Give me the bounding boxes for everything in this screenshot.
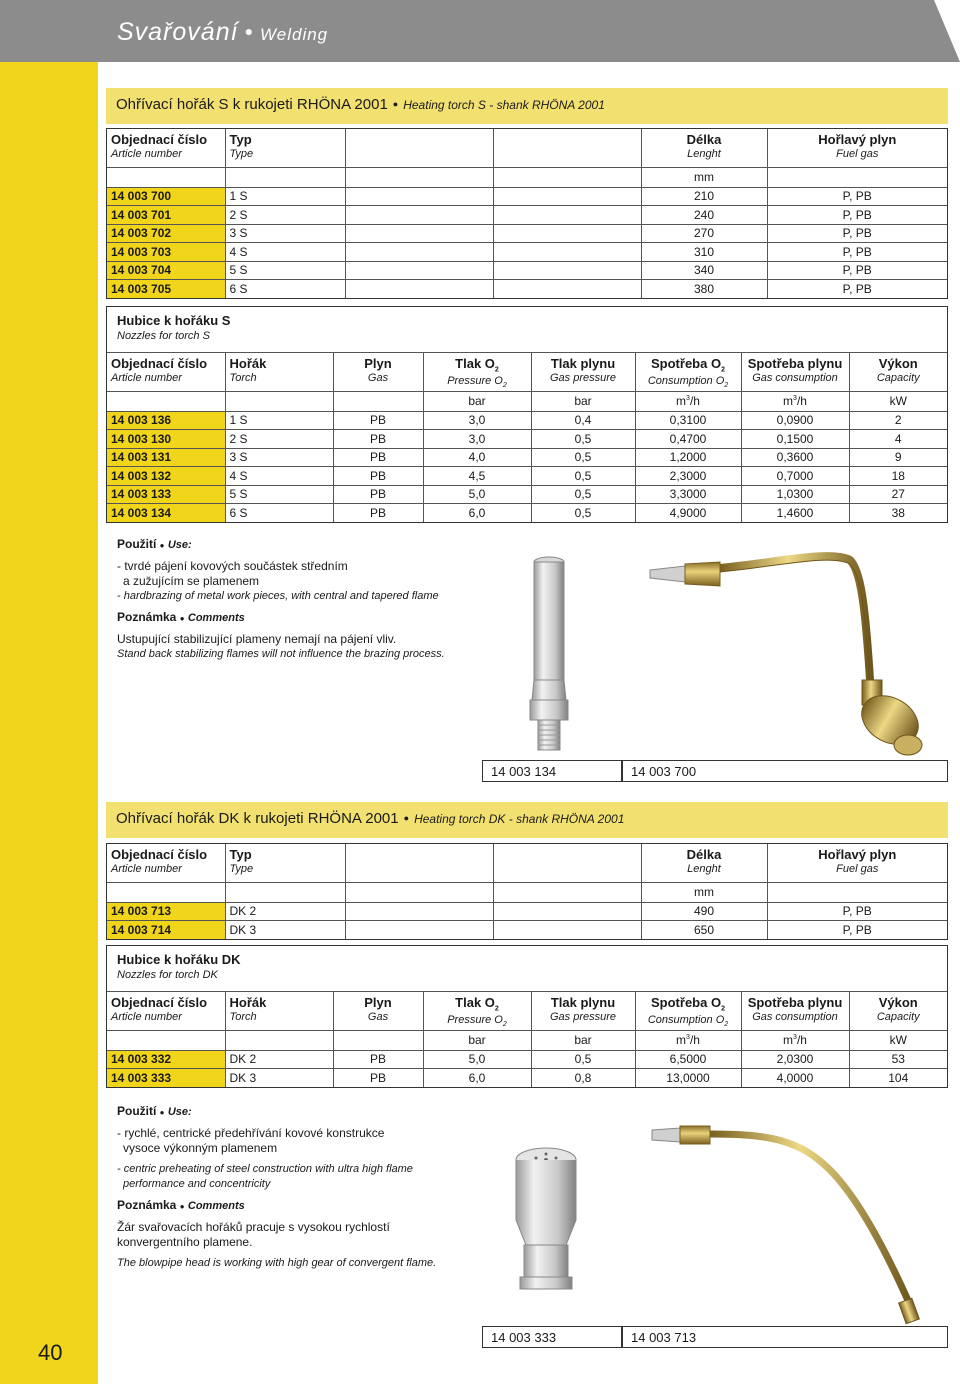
page-title-en: Welding: [260, 25, 329, 44]
comment-text-cz-2: konvergentního plamene.: [117, 1235, 253, 1249]
nozzle-dk-image-icon: [516, 1148, 576, 1289]
col-cgas-header-en: Gas consumption: [752, 1011, 838, 1023]
section2-nozzle-table: [106, 945, 948, 1088]
page-number: 40: [38, 1340, 63, 1365]
section1-title-cz: Ohřívací hořák S k rukojeti RHÖNA 2001: [116, 96, 388, 113]
col-length-header-en: Lenght: [687, 863, 721, 875]
gas-cell: PB: [333, 411, 423, 430]
article-number-cell: 14 003 705: [107, 280, 225, 299]
gas-pressure-cell: 0,5: [531, 467, 635, 486]
section2-nozzle-title: [107, 946, 947, 992]
gas-cell: PB: [333, 504, 423, 523]
col-po2-header: Tlak O: [455, 995, 495, 1010]
article-number-cell: 14 003 131: [107, 448, 225, 467]
left-yellow-stripe: [0, 62, 98, 1384]
length-cell: 490: [641, 902, 767, 921]
type-cell: 2 S: [225, 206, 345, 225]
header-notch: [934, 0, 960, 62]
article-number-cell: 14 003 134: [107, 504, 225, 523]
type-cell: 6 S: [225, 280, 345, 299]
gas-consumption-cell: 4,0000: [741, 1069, 849, 1088]
use-label-en: Use:: [167, 539, 192, 551]
comment-text-cz-1: Žár svařovacích hořáků pracuje s vysokou rychlostí: [117, 1220, 390, 1234]
type-cell: 1 S: [225, 187, 345, 206]
col-article-header-en: Article number: [111, 148, 182, 160]
col-gas-header: Plyn: [364, 995, 392, 1010]
table-row: [107, 206, 947, 225]
unit-kw: kW: [849, 391, 947, 411]
section2-title-en: Heating torch DK - shank RHÖNA 2001: [414, 812, 625, 826]
torch-cell: DK 3: [225, 1069, 333, 1088]
article-number-cell: 14 003 714: [107, 921, 225, 940]
col-gas-header-en: Gas: [367, 372, 389, 384]
gas-pressure-cell: 0,5: [531, 430, 635, 449]
capacity-cell: 4: [849, 430, 947, 449]
section2-header: [106, 802, 948, 838]
col-article-header: Objednací číslo: [111, 995, 208, 1010]
empty-cell: [493, 280, 641, 299]
caption-torch: 14 003 700: [622, 760, 948, 782]
article-number-cell: 14 003 704: [107, 261, 225, 280]
col-cgas-header: Spotřeba plynu: [747, 356, 843, 371]
section1-bullet: ●: [392, 99, 399, 109]
nozzle-title-en: Nozzles for torch DK: [117, 969, 218, 981]
unit-sup: 3: [793, 1034, 797, 1041]
table-row: [107, 224, 947, 243]
torch-cell: 1 S: [225, 411, 333, 430]
fuel-gas-cell: P, PB: [767, 243, 947, 262]
length-cell: 240: [641, 206, 767, 225]
empty-cell: [345, 902, 493, 921]
table-row: [107, 467, 947, 486]
fuel-gas-cell: P, PB: [767, 280, 947, 299]
col-type-header-en: Type: [229, 863, 254, 875]
type-cell: 4 S: [225, 243, 345, 262]
col-length-header: Délka: [686, 132, 722, 147]
col-fuel-header-en: Fuel gas: [836, 148, 879, 160]
col-po2-header-en: Pressure O: [447, 1013, 503, 1026]
gas-cell: PB: [333, 485, 423, 504]
col-torch-header-en: Torch: [229, 1011, 257, 1023]
col-length-header: Délka: [686, 847, 722, 862]
use-text-cz-1: - tvrdé pájení kovových součástek středním: [117, 559, 348, 573]
sub-2: 2: [502, 1020, 507, 1028]
page-title-cz: Svařování: [117, 18, 239, 46]
unit-h: /h: [689, 1033, 700, 1047]
article-number-cell: 14 003 332: [107, 1050, 225, 1069]
empty-cell: [493, 921, 641, 940]
table-row: [107, 485, 947, 504]
col-article-header-en: Article number: [111, 372, 182, 384]
page-title: [117, 18, 328, 47]
torch-image-icon: [650, 556, 927, 755]
article-number-cell: 14 003 130: [107, 430, 225, 449]
gas-consumption-cell: 0,3600: [741, 448, 849, 467]
length-cell: 210: [641, 187, 767, 206]
section1-torch-table: [106, 128, 948, 299]
unit-bar: bar: [531, 391, 635, 411]
section2-product-images: [480, 1110, 950, 1335]
table-row: [107, 504, 947, 523]
empty-cell: [493, 902, 641, 921]
torch-cell: 4 S: [225, 467, 333, 486]
gas-cell: PB: [333, 448, 423, 467]
col-co2-header: Spotřeba O: [651, 356, 722, 371]
unit-m3h: [741, 1030, 849, 1050]
unit-sup: 3: [686, 395, 690, 402]
col-po2-header: Tlak O: [455, 356, 495, 371]
unit-sup: 3: [686, 1034, 690, 1041]
use-text-cz-1: - rychlé, centrické předehřívání kovové konstrukce: [117, 1126, 385, 1140]
section1-nozzle-title: [107, 307, 947, 353]
capacity-cell: 53: [849, 1050, 947, 1069]
table-row: [107, 1069, 947, 1088]
length-cell: 270: [641, 224, 767, 243]
unit-bar: bar: [423, 1030, 531, 1050]
fuel-gas-cell: P, PB: [767, 206, 947, 225]
article-number-cell: 14 003 132: [107, 467, 225, 486]
empty-cell: [493, 243, 641, 262]
pressure-o2-cell: 3,0: [423, 430, 531, 449]
col-cgas-header: Spotřeba plynu: [747, 995, 843, 1010]
table-row: [107, 921, 947, 940]
capacity-cell: 9: [849, 448, 947, 467]
empty-cell: [345, 280, 493, 299]
unit-m3h: [741, 391, 849, 411]
col-cap-header-en: Capacity: [876, 372, 920, 384]
torch-cell: 3 S: [225, 448, 333, 467]
col-pgas-header: Tlak plynu: [550, 356, 616, 371]
section2-use-text: Použití ● Use: - rychlé, centrické předehřívání kovové konstrukce vysoce výkonným plamenem - centric preheating of steel construction with ultra high flame performance and concentricity Poznámka ● Comments Žár svařovacích hořáků pracuje s vysokou rychlostí konvergentního plamene. The blowpipe head is working with high gear of convergent flame.: [117, 1104, 437, 1269]
table-row: [107, 280, 947, 299]
torch-dk-image-icon: [652, 1126, 919, 1324]
nozzle-image-icon: [530, 557, 568, 750]
capacity-cell: 38: [849, 504, 947, 523]
col-torch-header-en: Torch: [229, 372, 257, 384]
use-text-cz-2: a zužujícím se plamenem: [123, 574, 260, 588]
col-fuel-header: Hořlavý plyn: [818, 847, 897, 862]
consumption-o2-cell: 6,5000: [635, 1050, 741, 1069]
torch-cell: 5 S: [225, 485, 333, 504]
gas-consumption-cell: 1,4600: [741, 504, 849, 523]
section1-use-text: Použití ● Use: - tvrdé pájení kovových součástek středním a zužujícím se plamenem - hardbrazing of metal work pieces, with central and tapered flame Poznámka ● Comments Ustupující stabilizující plameny nemají na pájení vliv. Stand back stabilizing flames will not influence the brazing process.: [117, 537, 445, 660]
section1-nozzle-table: [106, 306, 948, 523]
consumption-o2-cell: 0,3100: [635, 411, 741, 430]
empty-cell: [345, 224, 493, 243]
article-number-cell: 14 003 703: [107, 243, 225, 262]
gas-cell: PB: [333, 430, 423, 449]
unit-h: /h: [689, 394, 700, 408]
unit-mm: mm: [641, 167, 767, 187]
unit-bar: bar: [531, 1030, 635, 1050]
unit-h: /h: [796, 1033, 807, 1047]
gas-consumption-cell: 0,7000: [741, 467, 849, 486]
table-row: [107, 1050, 947, 1069]
col-gas-header-en: Gas: [367, 1011, 389, 1023]
gas-pressure-cell: 0,4: [531, 411, 635, 430]
unit-m3h: [635, 391, 741, 411]
unit-m: m: [676, 394, 687, 408]
nozzle-title-cz: Hubice k hořáku S: [117, 313, 231, 328]
gas-pressure-cell: 0,5: [531, 504, 635, 523]
sub-2: 2: [724, 1020, 729, 1028]
gas-cell: PB: [333, 467, 423, 486]
gas-pressure-cell: 0,8: [531, 1069, 635, 1088]
unit-m: m: [783, 1033, 794, 1047]
capacity-cell: 104: [849, 1069, 947, 1088]
page-header: [0, 0, 960, 62]
sub-2: 2: [721, 1005, 725, 1013]
comment-text-en: Stand back stabilizing flames will not influence the brazing process.: [117, 648, 445, 660]
fuel-gas-cell: P, PB: [767, 921, 947, 940]
use-text-en: - hardbrazing of metal work pieces, with central and tapered flame: [117, 590, 439, 602]
gas-cell: PB: [333, 1050, 423, 1069]
col-article-header: Objednací číslo: [111, 356, 208, 371]
empty-cell: [345, 243, 493, 262]
empty-cell: [345, 921, 493, 940]
pressure-o2-cell: 5,0: [423, 485, 531, 504]
col-cap-header: Výkon: [878, 356, 918, 371]
table-row: [107, 243, 947, 262]
col-type-header-en: Type: [229, 148, 254, 160]
empty-cell: [345, 187, 493, 206]
length-cell: 650: [641, 921, 767, 940]
length-cell: 310: [641, 243, 767, 262]
pressure-o2-cell: 4,5: [423, 467, 531, 486]
caption-torch-dk: 14 003 713: [622, 1326, 948, 1348]
unit-m: m: [783, 394, 794, 408]
comments-label: Poznámka: [117, 1198, 177, 1212]
section1-header: [106, 88, 948, 124]
gas-consumption-cell: 0,1500: [741, 430, 849, 449]
capacity-cell: 18: [849, 467, 947, 486]
sub-2: 2: [724, 381, 729, 389]
fuel-gas-cell: P, PB: [767, 902, 947, 921]
article-number-cell: 14 003 133: [107, 485, 225, 504]
use-label: Použití: [117, 537, 157, 551]
type-cell: 3 S: [225, 224, 345, 243]
use-text-en-2: performance and concentricity: [123, 1178, 271, 1190]
article-number-cell: 14 003 713: [107, 902, 225, 921]
col-article-header: Objednací číslo: [111, 847, 208, 862]
table-row: [107, 187, 947, 206]
section2-title-cz: Ohřívací hořák DK k rukojeti RHÖNA 2001: [116, 810, 399, 827]
col-po2-header-en: Pressure O: [447, 374, 503, 387]
sub-2: 2: [721, 366, 725, 374]
torch-cell: 6 S: [225, 504, 333, 523]
consumption-o2-cell: 13,0000: [635, 1069, 741, 1088]
caption-nozzle-dk: 14 003 333: [482, 1326, 622, 1348]
fuel-gas-cell: P, PB: [767, 261, 947, 280]
section2-bullet: ●: [403, 813, 410, 823]
col-article-header: Objednací číslo: [111, 132, 208, 147]
section2-torch-table: [106, 843, 948, 940]
col-co2-header: Spotřeba O: [651, 995, 722, 1010]
col-cgas-header-en: Gas consumption: [752, 372, 838, 384]
gas-pressure-cell: 0,5: [531, 448, 635, 467]
length-cell: 380: [641, 280, 767, 299]
empty-cell: [493, 206, 641, 225]
torch-cell: 2 S: [225, 430, 333, 449]
use-label: Použití: [117, 1104, 157, 1118]
unit-kw: kW: [849, 1030, 947, 1050]
col-type-header: Typ: [229, 132, 252, 147]
gas-consumption-cell: 2,0300: [741, 1050, 849, 1069]
empty-cell: [493, 224, 641, 243]
unit-sup: 3: [793, 395, 797, 402]
col-article-header-en: Article number: [111, 863, 182, 875]
type-cell: 5 S: [225, 261, 345, 280]
consumption-o2-cell: 0,4700: [635, 430, 741, 449]
col-pgas-header-en: Gas pressure: [549, 372, 617, 384]
unit-bar: bar: [423, 391, 531, 411]
nozzle-title-cz: Hubice k hořáku DK: [117, 952, 241, 967]
section1-title-en: Heating torch S - shank RHÖNA 2001: [403, 98, 605, 112]
col-torch-header: Hořák: [229, 356, 267, 371]
table-row: [107, 448, 947, 467]
consumption-o2-cell: 4,9000: [635, 504, 741, 523]
table-row: [107, 261, 947, 280]
pressure-o2-cell: 6,0: [423, 504, 531, 523]
article-number-cell: 14 003 700: [107, 187, 225, 206]
type-cell: DK 2: [225, 902, 345, 921]
title-bullet: ●: [244, 23, 255, 39]
col-fuel-header-en: Fuel gas: [836, 863, 879, 875]
table-row: [107, 430, 947, 449]
pressure-o2-cell: 6,0: [423, 1069, 531, 1088]
empty-cell: [493, 261, 641, 280]
article-number-cell: 14 003 333: [107, 1069, 225, 1088]
use-text-en-1: - centric preheating of steel construction with ultra high flame: [117, 1163, 413, 1175]
gas-consumption-cell: 0,0900: [741, 411, 849, 430]
capacity-cell: 2: [849, 411, 947, 430]
empty-cell: [493, 187, 641, 206]
gas-cell: PB: [333, 1069, 423, 1088]
table-row: [107, 902, 947, 921]
col-article-header-en: Article number: [111, 1011, 182, 1023]
col-cap-header: Výkon: [878, 995, 918, 1010]
col-co2-header-en: Consumption O: [647, 1013, 725, 1026]
consumption-o2-cell: 3,3000: [635, 485, 741, 504]
fuel-gas-cell: P, PB: [767, 224, 947, 243]
col-pgas-header: Tlak plynu: [550, 995, 616, 1010]
col-cap-header-en: Capacity: [876, 1011, 920, 1023]
unit-m: m: [676, 1033, 687, 1047]
sub-2: 2: [502, 381, 507, 389]
pressure-o2-cell: 3,0: [423, 411, 531, 430]
comments-label-en: Comments: [187, 612, 245, 624]
col-fuel-header: Hořlavý plyn: [818, 132, 897, 147]
unit-h: /h: [796, 394, 807, 408]
col-type-header: Typ: [229, 847, 252, 862]
article-number-cell: 14 003 701: [107, 206, 225, 225]
pressure-o2-cell: 4,0: [423, 448, 531, 467]
article-number-cell: 14 003 702: [107, 224, 225, 243]
comments-label: Poznámka: [117, 610, 177, 624]
unit-mm: mm: [641, 882, 767, 902]
length-cell: 340: [641, 261, 767, 280]
torch-cell: DK 2: [225, 1050, 333, 1069]
unit-m3h: [635, 1030, 741, 1050]
gas-consumption-cell: 1,0300: [741, 485, 849, 504]
capacity-cell: 27: [849, 485, 947, 504]
use-text-cz-2: vysoce výkonným plamenem: [123, 1141, 278, 1155]
section1-product-images: [480, 540, 950, 785]
col-pgas-header-en: Gas pressure: [549, 1011, 617, 1023]
caption-nozzle: 14 003 134: [482, 760, 622, 782]
consumption-o2-cell: 2,3000: [635, 467, 741, 486]
article-number-cell: 14 003 136: [107, 411, 225, 430]
comment-text-en: The blowpipe head is working with high gear of convergent flame.: [117, 1257, 437, 1269]
comments-label-en: Comments: [187, 1200, 245, 1212]
pressure-o2-cell: 5,0: [423, 1050, 531, 1069]
col-co2-header-en: Consumption O: [647, 374, 725, 387]
nozzle-title-en: Nozzles for torch S: [117, 330, 210, 342]
sub-2: 2: [494, 1005, 499, 1013]
col-torch-header: Hořák: [229, 995, 267, 1010]
comment-text-cz: Ustupující stabilizující plameny nemají na pájení vliv.: [117, 632, 397, 646]
table-row: [107, 411, 947, 430]
empty-cell: [345, 206, 493, 225]
gas-pressure-cell: 0,5: [531, 485, 635, 504]
col-length-header-en: Lenght: [687, 148, 721, 160]
use-label-en: Use:: [167, 1106, 192, 1118]
consumption-o2-cell: 1,2000: [635, 448, 741, 467]
sub-2: 2: [494, 366, 499, 374]
fuel-gas-cell: P, PB: [767, 187, 947, 206]
empty-cell: [345, 261, 493, 280]
type-cell: DK 3: [225, 921, 345, 940]
col-gas-header: Plyn: [364, 356, 392, 371]
gas-pressure-cell: 0,5: [531, 1050, 635, 1069]
